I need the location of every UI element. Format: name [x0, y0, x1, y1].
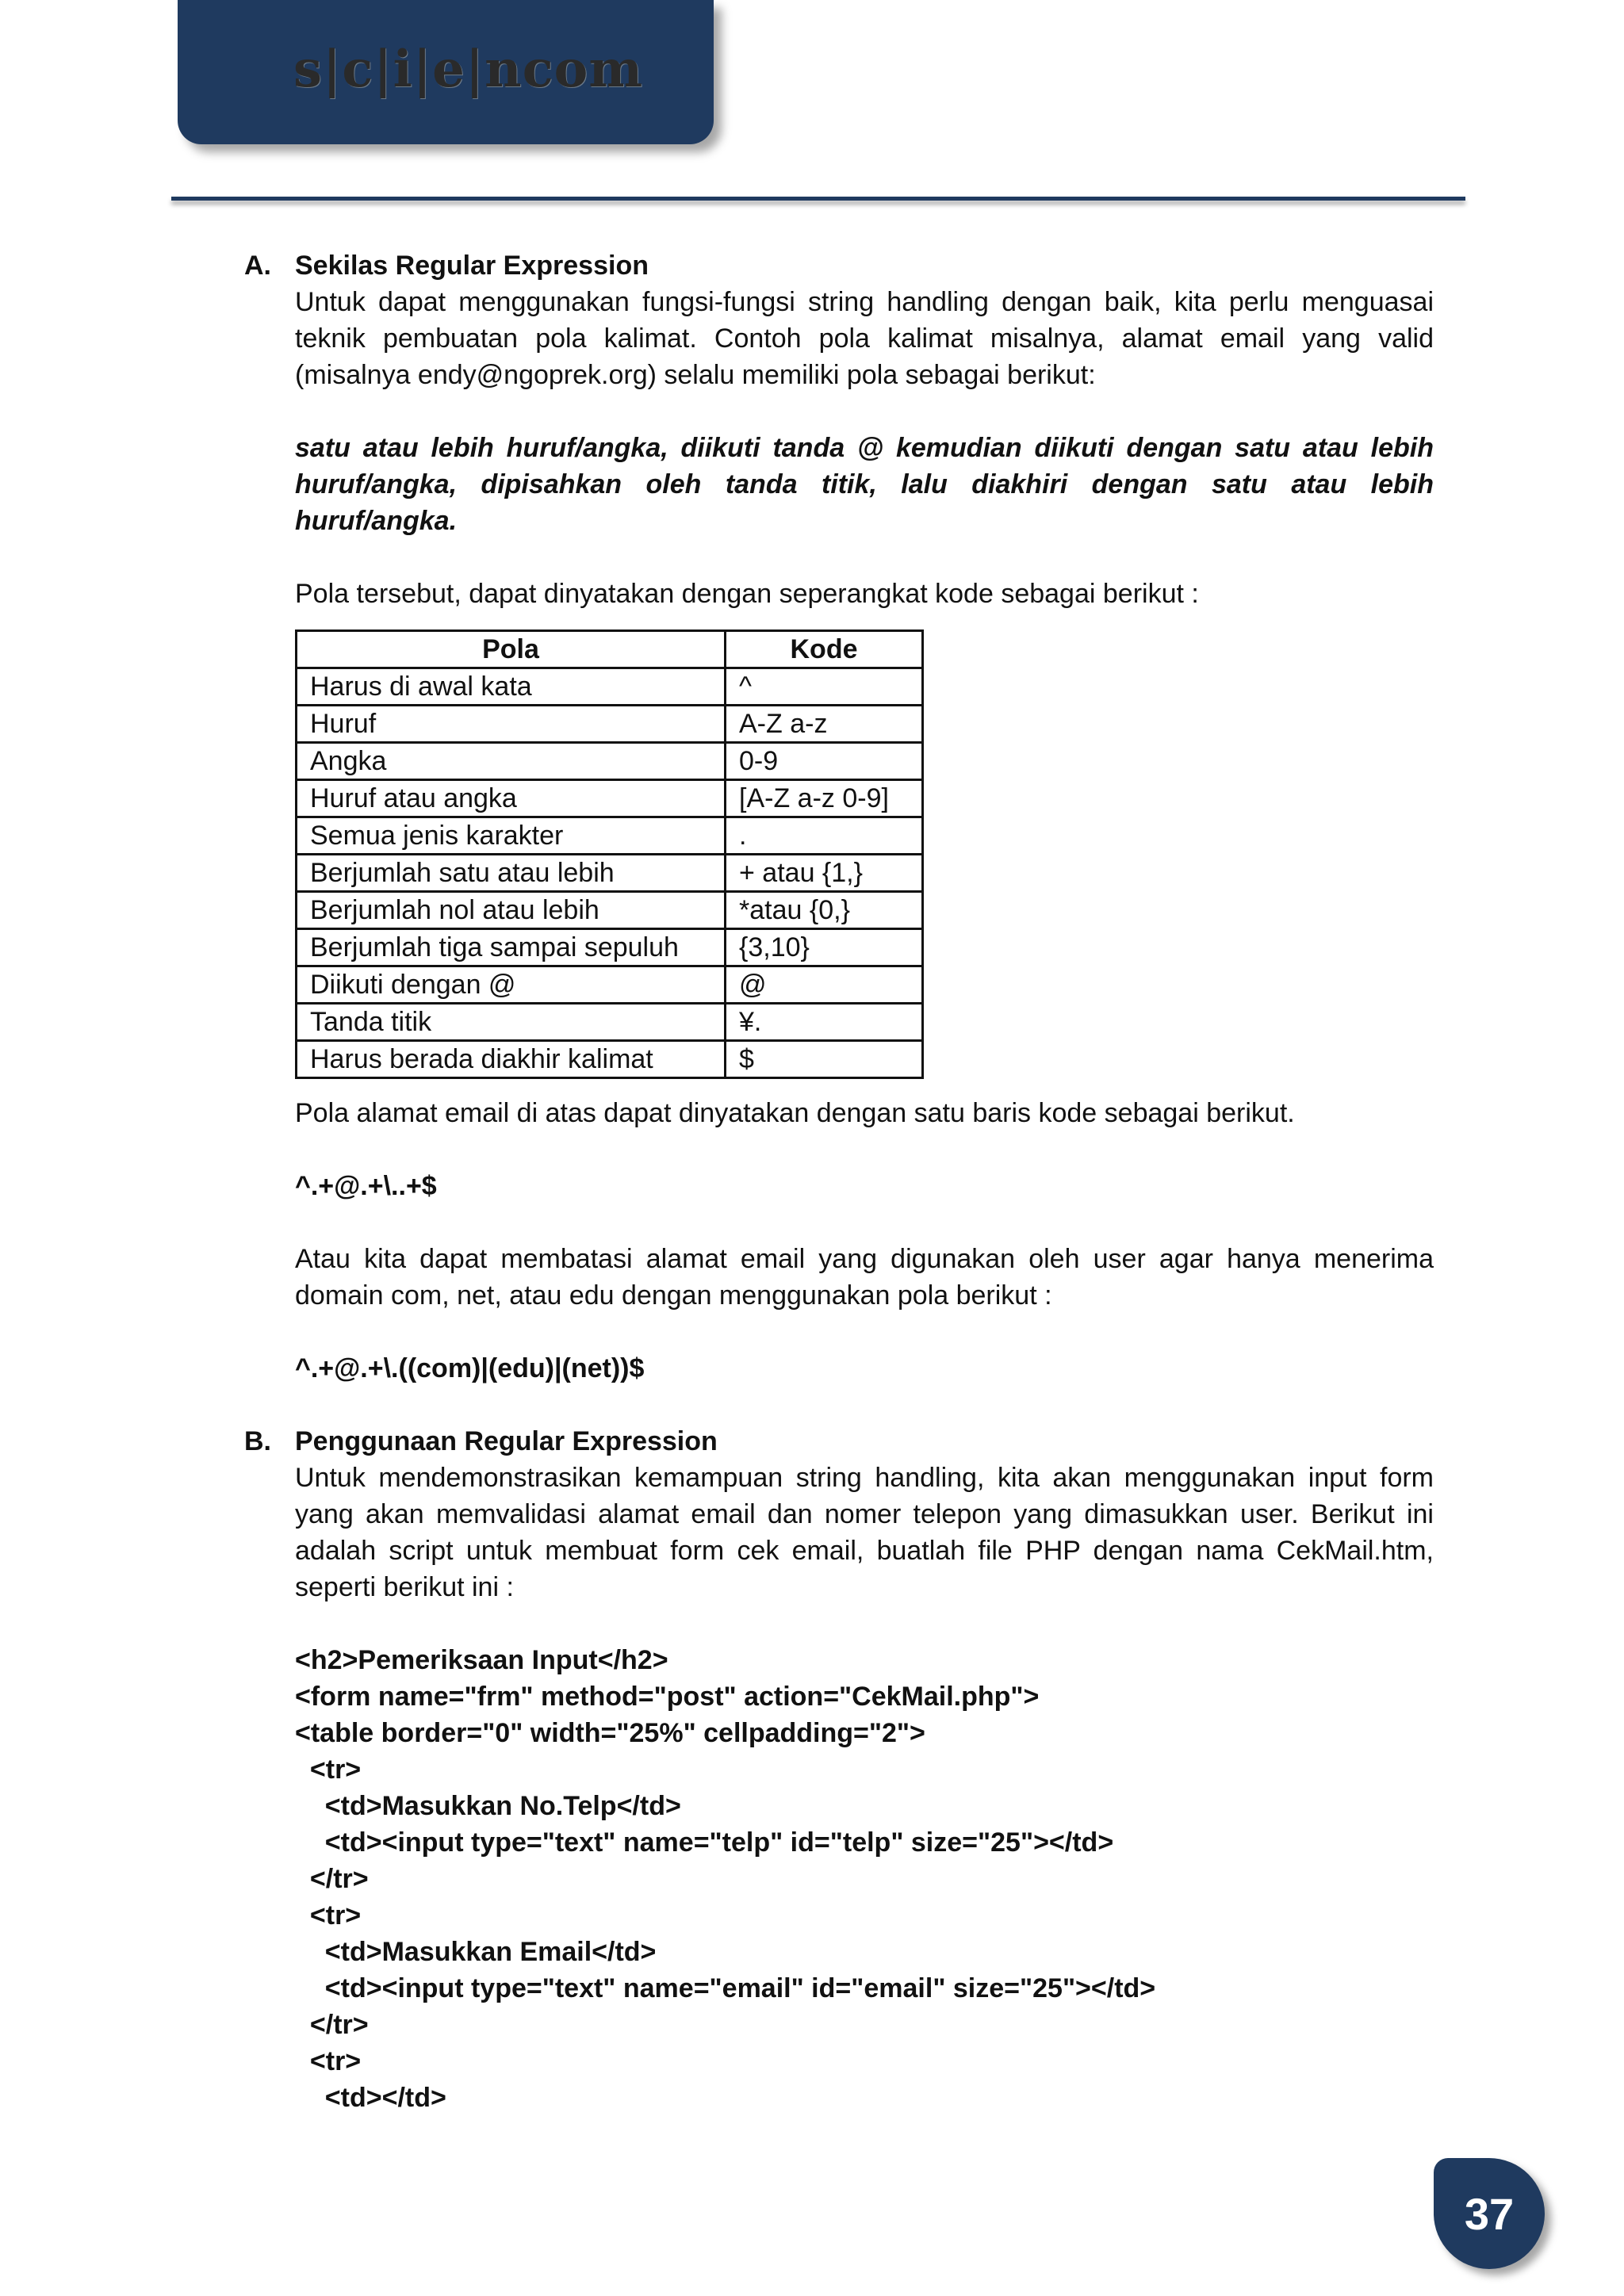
- table-row: [297, 706, 923, 743]
- pattern-description: satu atau lebih huruf/angka, diikuti tanda @ kemudian diikuti dengan satu atau lebih huruf/angka, dipisahkan oleh tanda titik, lalu diakhiri dengan satu atau lebih huruf/angka.: [295, 433, 1434, 536]
- code-line: <td><input type="text" name="email" id="email" size="25"></td>: [295, 1973, 1156, 2003]
- section-b-intro: Untuk mendemonstrasikan kemampuan string handling, kita akan menggunakan input form yang akan memvalidasi alamat email dan nomer telepon yang dimasukkan user. Berikut ini adalah script untuk membuat form cek email, buatlah file PHP dengan nama CekMail.htm, seperti berikut ini :: [295, 1463, 1434, 1602]
- section-a-letter: A.: [244, 251, 271, 281]
- code-line: <td><input type="text" name="telp" id="telp" size="25"></td>: [295, 1827, 1114, 1858]
- table-cell: Semua jenis karakter: [297, 817, 726, 855]
- table-row: [297, 743, 923, 780]
- table-cell: Berjumlah tiga sampai sepuluh: [297, 929, 726, 966]
- code-line: <td></td>: [295, 2083, 446, 2113]
- table-intro: Pola tersebut, dapat dinyatakan dengan seperangkat kode sebagai berikut :: [295, 579, 1199, 609]
- section-b-letter: B.: [244, 1426, 271, 1456]
- page-content: [244, 247, 1434, 2116]
- table-cell: 0-9: [726, 743, 923, 780]
- table-row: [297, 668, 923, 706]
- section-a-title: Sekilas Regular Expression: [295, 251, 649, 281]
- email-regex-code: ^.+@.+\..+$: [295, 1171, 437, 1201]
- after-table-text: Pola alamat email di atas dapat dinyatakan dengan satu baris kode sebagai berikut.: [295, 1098, 1295, 1128]
- code-line: <tr>: [295, 2046, 362, 2076]
- table-cell: *atau {0,}: [726, 892, 923, 929]
- code-line: <tr>: [295, 1900, 362, 1931]
- code-line: <table border="0" width="25%" cellpadding="2">: [295, 1718, 925, 1748]
- table-cell: .: [726, 817, 923, 855]
- restrict-domain-text: Atau kita dapat membatasi alamat email yang digunakan oleh user agar hanya menerima domain com, net, atau edu dengan menggunakan pola berikut :: [295, 1244, 1434, 1311]
- table-cell: Diikuti dengan @: [297, 966, 726, 1004]
- table-cell: $: [726, 1041, 923, 1078]
- table-cell: Tanda titik: [297, 1004, 726, 1041]
- column-header-kode: Kode: [726, 631, 923, 668]
- table-cell: Angka: [297, 743, 726, 780]
- table-cell: {3,10}: [726, 929, 923, 966]
- table-row: [297, 1004, 923, 1041]
- table-cell: Huruf: [297, 706, 726, 743]
- brand-logo: s|c|i|e|ncom: [293, 40, 644, 99]
- table-row: [297, 855, 923, 892]
- table-cell: Huruf atau angka: [297, 780, 726, 817]
- code-line: <h2>Pemeriksaan Input</h2>: [295, 1645, 668, 1675]
- code-line: </tr>: [295, 2010, 369, 2040]
- section-b: [244, 1423, 1434, 2116]
- section-a-intro: Untuk dapat menggunakan fungsi-fungsi string handling dengan baik, kita perlu menguasai teknik pembuatan pola kalimat. Contoh pola kalimat misalnya, alamat email yang valid (misalnya endy@ngoprek.org) selalu memiliki pola sebagai berikut:: [295, 287, 1434, 390]
- column-header-pola: Pola: [297, 631, 726, 668]
- code-line: <tr>: [295, 1755, 362, 1785]
- code-line: <form name="frm" method="post" action="CekMail.php">: [295, 1682, 1040, 1712]
- table-cell: [A-Z a-z 0-9]: [726, 780, 923, 817]
- table-cell: Harus di awal kata: [297, 668, 726, 706]
- table-row: [297, 1041, 923, 1078]
- html-code-block: [295, 1642, 1434, 2116]
- table-cell: A-Z a-z: [726, 706, 923, 743]
- table-cell: ^: [726, 668, 923, 706]
- table-header-row: [297, 631, 923, 668]
- code-line: <td>Masukkan Email</td>: [295, 1937, 657, 1967]
- header-divider: [171, 197, 1465, 201]
- regex-table: [295, 629, 924, 1079]
- table-cell: ¥.: [726, 1004, 923, 1041]
- table-cell: @: [726, 966, 923, 1004]
- table-row: [297, 780, 923, 817]
- table-cell: Berjumlah nol atau lebih: [297, 892, 726, 929]
- table-row: [297, 892, 923, 929]
- domain-regex-code: ^.+@.+\.((com)|(edu)|(net))$: [295, 1353, 645, 1383]
- table-cell: Harus berada diakhir kalimat: [297, 1041, 726, 1078]
- code-line: </tr>: [295, 1864, 369, 1894]
- table-cell: + atau {1,}: [726, 855, 923, 892]
- page-number-badge: 37: [1434, 2158, 1545, 2269]
- code-line: <td>Masukkan No.Telp</td>: [295, 1791, 681, 1821]
- table-cell: Berjumlah satu atau lebih: [297, 855, 726, 892]
- section-b-title: Penggunaan Regular Expression: [295, 1426, 718, 1456]
- table-row: [297, 966, 923, 1004]
- table-row: [297, 929, 923, 966]
- table-row: [297, 817, 923, 855]
- section-a: [244, 247, 1434, 1387]
